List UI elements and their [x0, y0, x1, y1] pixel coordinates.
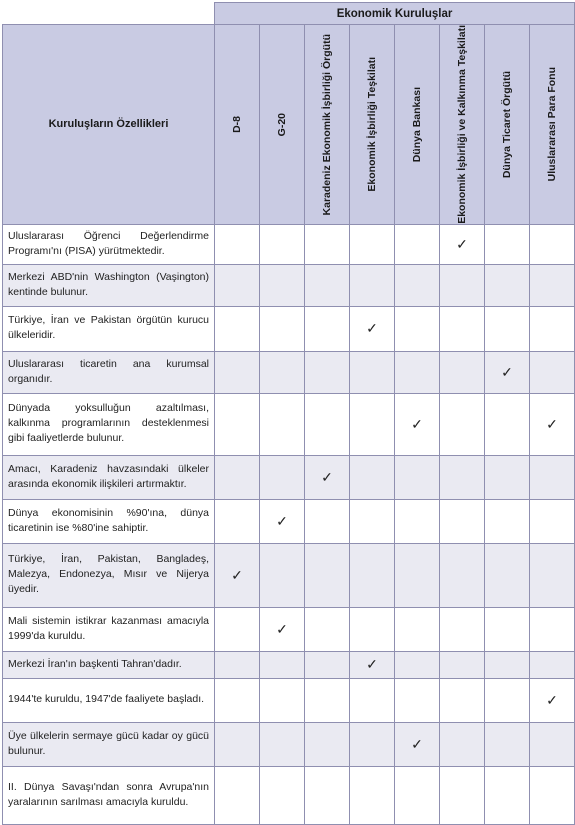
check-cell	[440, 607, 485, 651]
check-cell	[395, 264, 440, 306]
column-header-label: G-20	[275, 112, 288, 137]
organizations-table	[2, 2, 575, 825]
check-cell	[440, 543, 485, 607]
column-header-label: Karadeniz Ekonomik İşbirliği Örgütü	[320, 33, 333, 216]
feature-text: Dünyada yoksulluğun azaltılması, kalkınma programlarının desteklenmesi gibi faaliyetlerde bulunur.	[3, 393, 215, 455]
check-cell	[395, 499, 440, 543]
table-body	[3, 224, 575, 824]
table-row	[3, 722, 575, 766]
check-mark-icon: ✓	[276, 620, 288, 637]
check-cell	[440, 678, 485, 722]
check-cell	[260, 393, 305, 455]
check-cell	[305, 607, 350, 651]
check-cell	[395, 224, 440, 264]
column-header-label: D-8	[230, 115, 243, 133]
table-row	[3, 607, 575, 651]
check-cell	[305, 264, 350, 306]
check-cell	[305, 224, 350, 264]
check-cell	[215, 722, 260, 766]
feature-text: Mali sistemin istikrar kazanması amacıyla 1999'da kuruldu.	[3, 607, 215, 651]
check-cell	[305, 543, 350, 607]
check-cell	[350, 678, 395, 722]
check-cell	[485, 766, 530, 824]
check-cell	[260, 351, 305, 393]
table-row	[3, 543, 575, 607]
table-row	[3, 224, 575, 264]
check-cell	[215, 543, 260, 607]
check-cell	[530, 651, 575, 678]
check-cell	[260, 678, 305, 722]
feature-text: Dünya ekonomisinin %90'ına, dünya ticaretinin ise %80'ine sahiptir.	[3, 499, 215, 543]
check-cell	[215, 351, 260, 393]
check-cell	[395, 766, 440, 824]
check-cell	[350, 543, 395, 607]
check-cell	[260, 651, 305, 678]
check-cell	[215, 766, 260, 824]
check-cell	[260, 455, 305, 499]
check-cell	[485, 351, 530, 393]
check-mark-icon: ✓	[276, 512, 288, 529]
empty-corner	[3, 3, 215, 25]
check-cell	[395, 393, 440, 455]
feature-text: Üye ülkelerin sermaye gücü kadar oy gücü bulunur.	[3, 722, 215, 766]
check-cell	[260, 722, 305, 766]
feature-text: II. Dünya Savaşı'ndan sonra Avrupa'nın yaralarının sarılması amacıyla kuruldu.	[3, 766, 215, 824]
check-cell	[215, 306, 260, 351]
check-cell	[350, 264, 395, 306]
check-cell	[350, 224, 395, 264]
check-cell	[530, 306, 575, 351]
feature-text: Uluslararası ticaretin ana kurumsal organıdır.	[3, 351, 215, 393]
check-cell	[395, 678, 440, 722]
check-cell	[440, 651, 485, 678]
check-cell	[350, 607, 395, 651]
check-cell	[530, 607, 575, 651]
check-cell	[440, 455, 485, 499]
check-cell	[305, 393, 350, 455]
column-header	[305, 25, 350, 225]
check-cell	[530, 455, 575, 499]
check-cell	[260, 766, 305, 824]
check-cell	[530, 766, 575, 824]
check-mark-icon: ✓	[411, 415, 423, 432]
check-cell	[260, 499, 305, 543]
check-cell	[305, 499, 350, 543]
check-cell	[395, 651, 440, 678]
check-cell	[530, 722, 575, 766]
check-cell	[350, 455, 395, 499]
check-cell	[530, 543, 575, 607]
check-cell	[305, 766, 350, 824]
check-cell	[530, 393, 575, 455]
check-cell	[350, 306, 395, 351]
check-cell	[440, 499, 485, 543]
table-row	[3, 766, 575, 824]
table-row	[3, 264, 575, 306]
column-header-label: Ekonomik İşbirliği ve Kalkınma Teşkilatı	[455, 25, 468, 224]
check-mark-icon: ✓	[546, 691, 558, 708]
check-cell	[305, 651, 350, 678]
check-cell	[485, 607, 530, 651]
check-cell	[485, 678, 530, 722]
check-cell	[215, 224, 260, 264]
check-cell	[215, 651, 260, 678]
check-cell	[350, 766, 395, 824]
check-cell	[485, 393, 530, 455]
check-cell	[530, 224, 575, 264]
column-header	[485, 25, 530, 225]
table-row	[3, 351, 575, 393]
check-cell	[215, 607, 260, 651]
check-cell	[530, 351, 575, 393]
check-cell	[440, 264, 485, 306]
check-cell	[350, 499, 395, 543]
check-cell	[260, 224, 305, 264]
check-cell	[395, 722, 440, 766]
check-cell	[530, 264, 575, 306]
check-cell	[260, 607, 305, 651]
check-cell	[215, 264, 260, 306]
column-header-label: Uluslararası Para Fonu	[545, 67, 558, 182]
table-row	[3, 306, 575, 351]
column-header-label: Dünya Bankası	[410, 86, 423, 163]
feature-text: Uluslararası Öğrenci Değerlendirme Programı'nı (PISA) yürütmektedir.	[3, 224, 215, 264]
check-cell	[485, 455, 530, 499]
check-cell	[215, 678, 260, 722]
check-cell	[485, 264, 530, 306]
check-cell	[530, 678, 575, 722]
check-cell	[350, 651, 395, 678]
column-header-label: Dünya Ticaret Örgütü	[500, 70, 513, 178]
check-cell	[350, 351, 395, 393]
check-cell	[440, 306, 485, 351]
column-header-label: Ekonomik İşbirliği Teşkilatı	[365, 57, 378, 192]
check-cell	[215, 499, 260, 543]
check-mark-icon: ✓	[546, 415, 558, 432]
check-mark-icon: ✓	[321, 468, 333, 485]
check-cell	[305, 722, 350, 766]
column-header	[530, 25, 575, 225]
column-header	[215, 25, 260, 225]
check-cell	[215, 455, 260, 499]
table-row	[3, 651, 575, 678]
check-cell	[395, 543, 440, 607]
check-cell	[350, 393, 395, 455]
check-cell	[260, 264, 305, 306]
check-cell	[485, 224, 530, 264]
check-cell	[215, 393, 260, 455]
feature-text: Türkiye, İran, Pakistan, Bangladeş, Malezya, Endonezya, Mısır ve Nijerya üyedir.	[3, 543, 215, 607]
feature-text: Amacı, Karadeniz havzasındaki ülkeler arasında ekonomik ilişkileri artırmaktır.	[3, 455, 215, 499]
check-cell	[485, 651, 530, 678]
check-cell	[530, 499, 575, 543]
row-header: Kuruluşların Özellikleri	[3, 25, 215, 225]
check-mark-icon: ✓	[456, 235, 468, 252]
check-cell	[485, 722, 530, 766]
column-header	[440, 25, 485, 225]
check-cell	[485, 306, 530, 351]
check-cell	[350, 722, 395, 766]
table-row	[3, 393, 575, 455]
check-cell	[440, 351, 485, 393]
check-cell	[395, 306, 440, 351]
check-cell	[305, 306, 350, 351]
check-cell	[440, 393, 485, 455]
check-cell	[395, 351, 440, 393]
group-header: Ekonomik Kuruluşlar	[215, 3, 575, 25]
table-row	[3, 455, 575, 499]
table-row	[3, 499, 575, 543]
check-cell	[305, 455, 350, 499]
check-cell	[260, 543, 305, 607]
check-mark-icon: ✓	[501, 363, 513, 380]
check-cell	[440, 766, 485, 824]
check-cell	[440, 224, 485, 264]
check-cell	[485, 543, 530, 607]
check-mark-icon: ✓	[411, 735, 423, 752]
check-mark-icon: ✓	[231, 566, 243, 583]
check-mark-icon: ✓	[366, 656, 378, 673]
check-cell	[395, 455, 440, 499]
check-mark-icon: ✓	[366, 320, 378, 337]
check-cell	[395, 607, 440, 651]
check-cell	[260, 306, 305, 351]
check-cell	[305, 678, 350, 722]
column-header	[260, 25, 305, 225]
column-header	[350, 25, 395, 225]
feature-text: Merkezi ABD'nin Washington (Vaşington) kentinde bulunur.	[3, 264, 215, 306]
table-row	[3, 678, 575, 722]
check-cell	[485, 499, 530, 543]
check-cell	[440, 722, 485, 766]
column-header	[395, 25, 440, 225]
feature-text: Türkiye, İran ve Pakistan örgütün kurucu ülkeleridir.	[3, 306, 215, 351]
feature-text: Merkezi İran'ın başkenti Tahran'dadır.	[3, 651, 215, 678]
check-cell	[305, 351, 350, 393]
feature-text: 1944'te kuruldu, 1947'de faaliyete başladı.	[3, 678, 215, 722]
